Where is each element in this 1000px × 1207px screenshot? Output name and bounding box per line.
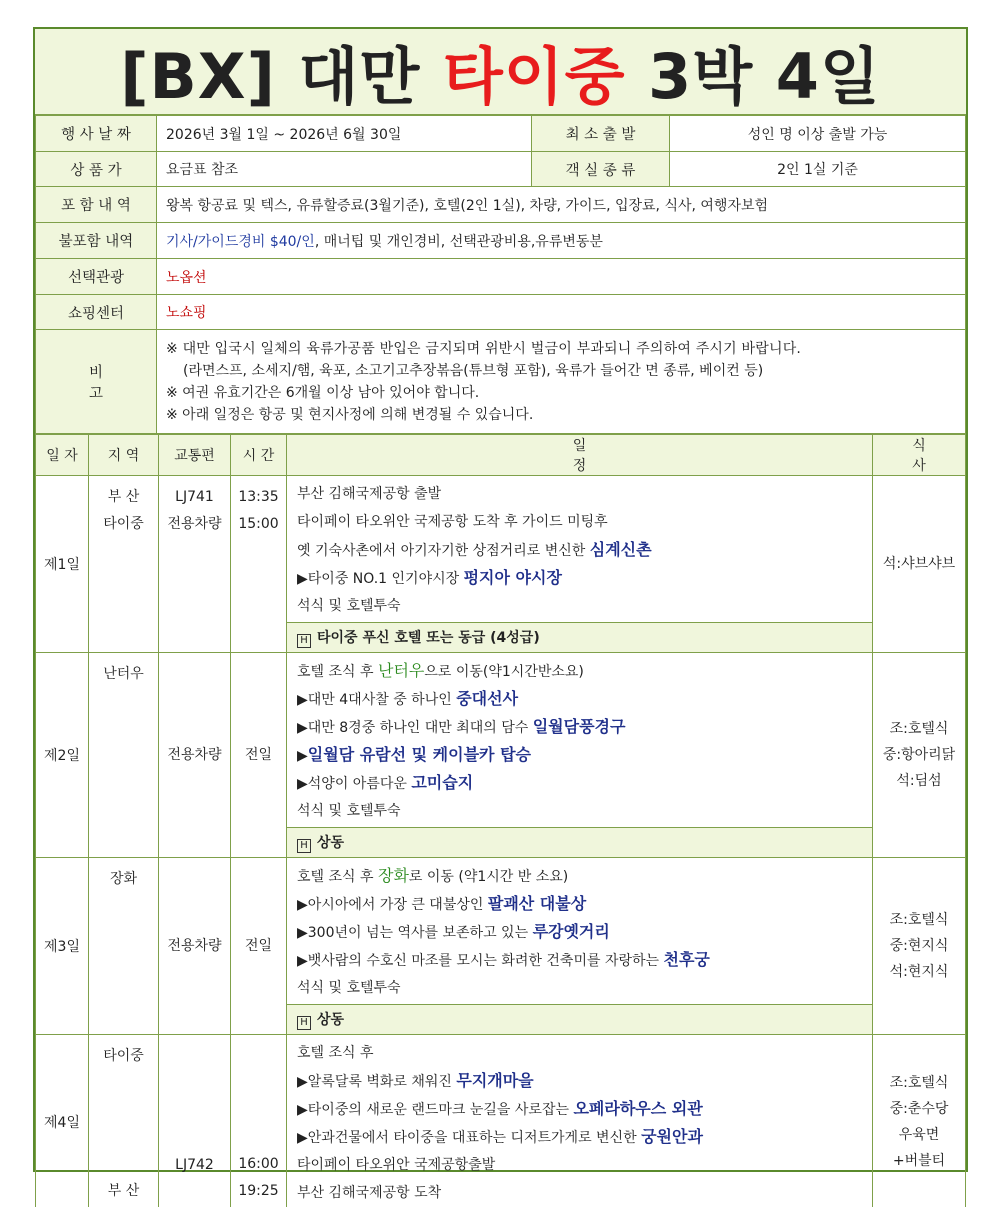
day-time: 13:35 15:00 [231, 476, 287, 653]
note-line: ※ 대만 입국시 일체의 육류가공품 반입은 금지되며 위반시 벌금이 부과되니 주의하여 주시기 바랍니다. [166, 340, 802, 357]
option-value: 노옵션 [157, 259, 966, 295]
day-itinerary: 호텔 조식 후 장화로 이동 (약1시간 반 소요) ▶아시아에서 가장 큰 대불상인 팔괘산 대불상 ▶300년이 넘는 역사를 보존하고 있는 루강옛거리 ▶뱃사람의 수호신 마조를 모시는 화려한 건축미를 자랑하는 천후궁 석식 및 호텔투숙 [287, 858, 873, 1005]
exclude-value: 기사/가이드경비 $40/인, 매너팁 및 개인경비, 선택관광비용,유류변동분 [157, 223, 966, 259]
day-hotel: H 상동 [287, 828, 873, 858]
attraction: 루강옛거리 [532, 922, 610, 941]
attraction: 일월담 유람선 및 케이블카 탑승 [307, 745, 531, 764]
day-place: 난터우 [89, 653, 159, 858]
period-label: 행 사 날 짜 [36, 116, 157, 152]
header-transport: 교통편 [159, 435, 231, 476]
exclude-label: 불포함 내역 [36, 223, 157, 259]
attraction: 고미습지 [411, 773, 474, 792]
note-label: 비 고 [36, 330, 157, 434]
guide-fee: 기사/가이드경비 $40/인 [166, 233, 315, 250]
day-place: 타이중 부 산 [89, 1035, 159, 1207]
day-label: 제2일 [36, 653, 89, 858]
day-transport: 전용차량 [159, 858, 231, 1035]
attraction: 펑지아 야시장 [463, 568, 562, 587]
attraction: 팔괘산 대불상 [487, 894, 587, 913]
attraction: 무지개마을 [456, 1071, 534, 1090]
attraction: 오페라하우스 외관 [573, 1099, 703, 1118]
shop-label: 쇼핑센터 [36, 295, 157, 330]
day-hotel: H 상동 [287, 1005, 873, 1035]
hotel-icon: H [297, 839, 311, 853]
include-label: 포 함 내 역 [36, 187, 157, 223]
header-meal: 식 사 [873, 435, 966, 476]
day-row [36, 653, 966, 828]
note-value [157, 330, 966, 434]
destination: 난터우 [377, 661, 425, 680]
attraction: 궁원안과 [641, 1127, 703, 1146]
day-transport: LJ741 전용차량 [159, 476, 231, 653]
day-time: 16:00 19:25 [231, 1035, 287, 1207]
room-value: 2인 1실 기준 [670, 152, 966, 187]
attraction: 일월담풍경구 [532, 717, 626, 736]
day-hotel: H 타이중 푸신 호텔 또는 동급 (4성급) [287, 623, 873, 653]
day-meal: 조:호텔식 중:현지식 석:현지식 [873, 858, 966, 1035]
destination: 장화 [377, 866, 409, 885]
day-row [36, 858, 966, 1005]
header-time: 시 간 [231, 435, 287, 476]
price-label: 상 품 가 [36, 152, 157, 187]
day-time: 전일 [231, 858, 287, 1035]
include-value: 왕복 항공료 및 텍스, 유류할증료(3월기준), 호텔(2인 1실), 차량, 가이드, 입장료, 식사, 여행자보험 [157, 187, 966, 223]
day-place: 부 산 타이중 [89, 476, 159, 653]
day-transport: 전용차량 [159, 653, 231, 858]
page-title: [BX] 대만 타이중 3박 4일 [35, 29, 966, 115]
day-row [36, 1035, 966, 1207]
hotel-icon: H [297, 1016, 311, 1030]
min-label: 최 소 출 발 [532, 116, 670, 152]
day-row [36, 476, 966, 623]
day-transport: LJ742 [159, 1035, 231, 1207]
header-itinerary: 일 정 [287, 435, 873, 476]
info-table [35, 115, 966, 434]
day-label: 제1일 [36, 476, 89, 653]
header-place: 지 역 [89, 435, 159, 476]
period-value: 2026년 3월 1일 ~ 2026년 6월 30일 [157, 116, 532, 152]
day-itinerary: 호텔 조식 후 난터우으로 이동(약1시간반소요) ▶대만 4대사찰 중 하나인 중대선사 ▶대만 8경중 하나인 대만 최대의 담수 일월담풍경구 ▶일월담 유람선 및 케이블카 탑승 ▶석양이 아름다운 고미습지 석식 및 호텔투숙 [287, 653, 873, 828]
min-value: 성인 명 이상 출발 가능 [670, 116, 966, 152]
room-label: 객 실 종 류 [532, 152, 670, 187]
day-place: 장화 [89, 858, 159, 1035]
schedule-table [35, 434, 966, 1207]
note-line: ※ 여권 유효기간은 6개월 이상 남아 있어야 합니다. [166, 384, 480, 401]
day-itinerary: 호텔 조식 후 ▶알록달록 벽화로 채워진 무지개마을 ▶타이중의 새로운 랜드마크 눈길을 사로잡는 오페라하우스 외관 ▶안과건물에서 타이중을 대표하는 디저트가게로 변신한 궁원안과 타이페이 타오위안 국제공항출발 부산 김해국제공항 도착 [287, 1035, 873, 1207]
hotel-icon: H [297, 634, 311, 648]
note-line: (라면스프, 소세지/햄, 육포, 소고기고추장볶음(튜브형 포함), 육류가 들어간 면 종류, 베이컨 등) [183, 362, 764, 379]
attraction: 천후궁 [663, 950, 710, 969]
note-line: ※ 아래 일정은 항공 및 현지사정에 의해 변경될 수 있습니다. [166, 406, 534, 423]
attraction: 중대선사 [456, 689, 519, 708]
day-meal: 조:호텔식 중:춘수당 우육면 +버블티 [873, 1035, 966, 1207]
price-value: 요금표 참조 [157, 152, 532, 187]
header-day: 일 자 [36, 435, 89, 476]
itinerary-document [33, 27, 968, 1201]
day-meal: 석:샤브샤브 [873, 476, 966, 653]
option-label: 선택관광 [36, 259, 157, 295]
title-highlight: 타이중 [442, 40, 626, 113]
day-label: 제4일 [36, 1035, 89, 1207]
shop-value: 노쇼핑 [157, 295, 966, 330]
day-itinerary: 부산 김해국제공항 출발 타이페이 타오위안 국제공항 도착 후 가이드 미팅후 옛 기숙사촌에서 아기자기한 상점거리로 변신한 심계신촌 ▶타이중 NO.1 인기야시장 펑지아 야시장 석식 및 호텔투숙 [287, 476, 873, 623]
schedule-header [36, 435, 966, 476]
day-meal: 조:호텔식 중:항아리닭 석:딤섬 [873, 653, 966, 858]
day-time: 전일 [231, 653, 287, 858]
day-label: 제3일 [36, 858, 89, 1035]
attraction: 심계신촌 [589, 540, 652, 559]
